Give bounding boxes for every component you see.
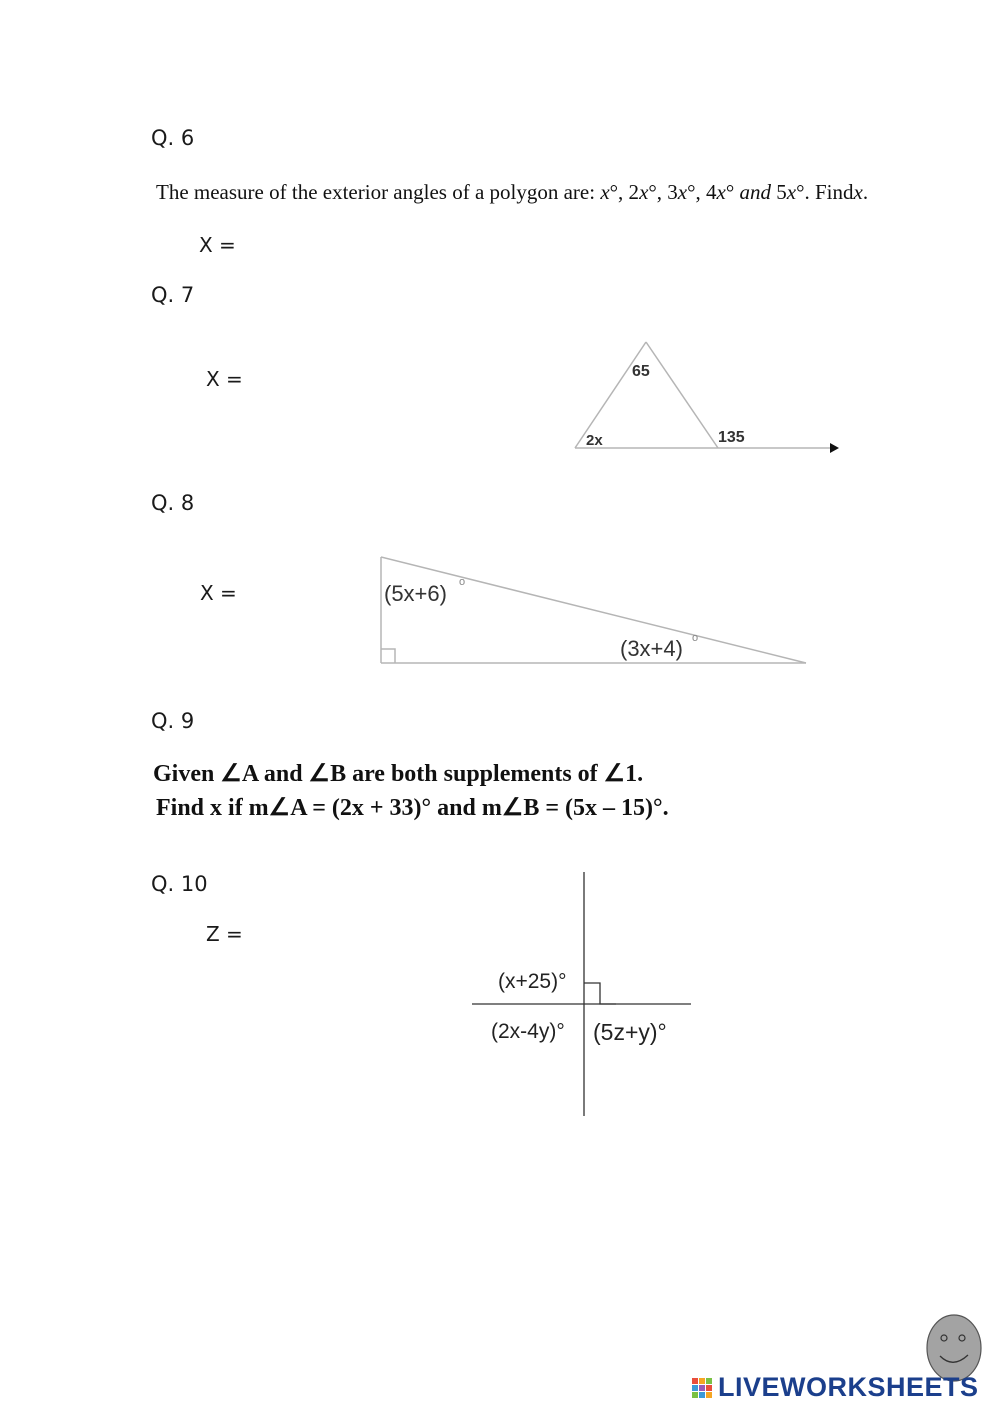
q8-lower-degree-mark: o: [692, 632, 699, 644]
q10-lower-right-angle-label: (5z+y)°: [593, 1019, 667, 1045]
q8-right-angle-marker: [381, 649, 395, 663]
q7-arrow-icon: [830, 443, 839, 453]
q8-upper-angle-label: (5x+6): [384, 581, 447, 606]
q10-answer-label: Z =: [206, 922, 243, 946]
q6-answer-label: X =: [199, 233, 236, 257]
q8-right-triangle-diagram: [370, 548, 820, 673]
q8-lower-angle-label: (3x+4): [620, 636, 683, 661]
q10-lower-left-angle-label: (2x-4y)°: [491, 1020, 565, 1043]
q6-label: Q. 6: [151, 126, 195, 150]
q10-upper-left-angle-label: (x+25)°: [498, 970, 567, 993]
q8-label: Q. 8: [151, 491, 195, 515]
q9-line1: Given ∠A and ∠B are both supplements of ∠1.: [153, 761, 644, 787]
q8-hypotenuse: [381, 557, 806, 663]
q6-answer-input[interactable]: [240, 232, 428, 258]
liveworksheets-logo-icon: [692, 1378, 714, 1402]
q8-upper-degree-mark: o: [459, 576, 466, 588]
q7-label: Q. 7: [151, 283, 195, 307]
q6-question-text: The measure of the exterior angles of a polygon are: x°, 2x°, 3x°, 4x° and 5x°. Findx.: [156, 180, 869, 204]
q10-perpendicular-lines-diagram: [460, 868, 705, 1123]
q7-answer-label: X =: [206, 367, 243, 391]
q7-right-side: [646, 342, 718, 448]
q7-top-angle-label: 65: [632, 363, 650, 380]
liveworksheets-brand: LIVEWORKSHEETS: [718, 1372, 979, 1402]
q9-line2: Find x if m∠A = (2x + 33)° and m∠B = (5x – 15)°.: [156, 795, 669, 821]
q7-triangle-diagram: [560, 330, 860, 465]
q9-label: Q. 9: [151, 709, 195, 733]
q10-right-angle-marker: [584, 983, 616, 1004]
q7-exterior-angle-label: 135: [718, 429, 745, 446]
q8-answer-label: X =: [200, 581, 237, 605]
q7-left-angle-label: 2x: [586, 432, 603, 449]
q10-label: Q. 10: [151, 872, 208, 896]
q10-answer-input[interactable]: [248, 921, 436, 947]
q7-answer-input[interactable]: [246, 366, 434, 392]
